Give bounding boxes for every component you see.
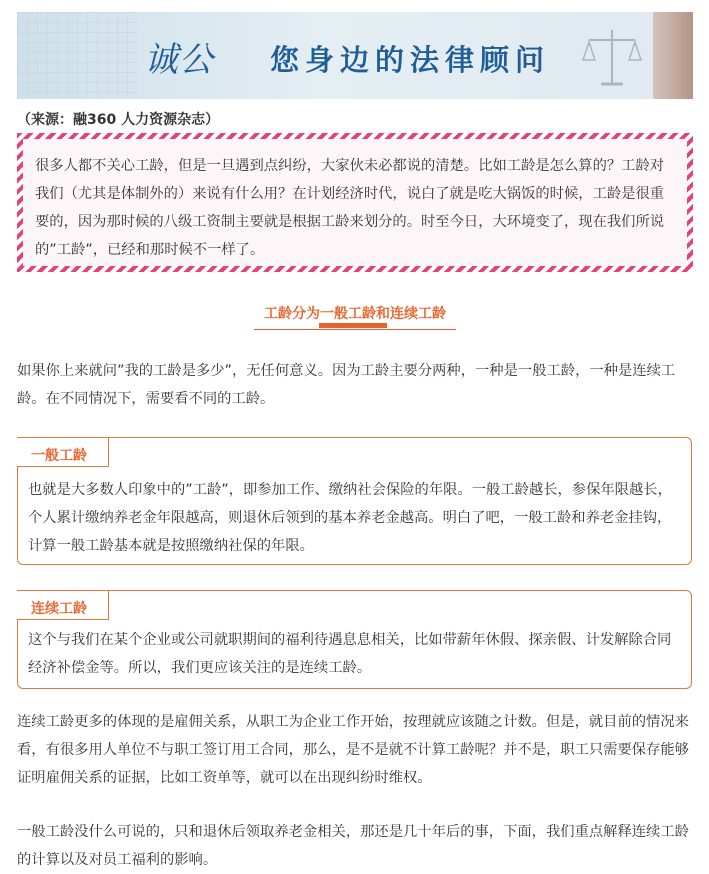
card-general-seniority-title-underline xyxy=(17,466,109,467)
source-line: （来源：融360 人力资源杂志） xyxy=(17,112,220,128)
scale-of-justice-icon xyxy=(577,22,647,92)
section-title: 工龄分为一般工龄和连续工龄 xyxy=(264,306,446,322)
card-general-seniority-text: 也就是大多数人印象中的”工龄”，即参加工作、缴纳社会保险的年限。一般工龄越长，参保年限越长，个人累计缴纳养老金年限越高，则退休后领到的基本养老金越高。明白了吧，一般工龄和养老金挂钩，计算一般工龄基本就是按照缴纳社保的年限。 xyxy=(28,482,672,554)
intro-text: 很多人都不关心工龄，但是一旦遇到点纠纷，大家伙未必都说的清楚。比如工龄是怎么算的？工龄对我们（尤其是体制外的）来说有什么用？在计划经济时代，说白了就是吃大锅饭的时候，工龄是很重要的，因为那时候的八级工资制主要就是根据工龄来划分的。时至今日，大环境变了，现在我们所说的”工龄”，已经和那时候不一样了。 xyxy=(23,139,687,266)
section-title-underline xyxy=(254,329,456,330)
paragraph-2: 连续工龄更多的体现的是雇佣关系，从职工为企业工作开始，按理就应该随之计数。但是，就目前的情况来看，有很多用人单位不与职工签订用工合同，那么，是不是就不计算工龄呢？并不是，职工只需要保存能够证明雇佣关系的证据，比如工资单等，就可以在出现纠纷时维权。 xyxy=(17,714,689,786)
section-title-accent-bar xyxy=(319,323,387,328)
paragraph-1: 如果你上来就问”我的工龄是多少”，无任何意义。因为工龄主要分两种，一种是一般工龄，一种是连续工龄。在不同情况下，需要看不同的工龄。 xyxy=(17,363,676,407)
banner-book-image xyxy=(653,12,693,99)
banner-grid-pattern xyxy=(17,12,137,99)
banner-logo: 诚公 xyxy=(144,40,214,80)
card-general-seniority xyxy=(17,437,692,565)
header-banner xyxy=(17,12,693,99)
card-general-seniority-title: 一般工龄 xyxy=(17,437,109,467)
card-continuous-seniority xyxy=(17,590,692,689)
intro-box xyxy=(17,133,693,272)
paragraph-3: 一般工龄没什么可说的，只和退休后领取养老金相关，那还是几十年后的事，下面，我们重点解释连续工龄的计算以及对员工福利的影响。 xyxy=(17,824,689,868)
card-continuous-seniority-title: 连续工龄 xyxy=(17,590,109,620)
card-continuous-seniority-title-underline xyxy=(17,619,109,620)
card-continuous-seniority-text: 这个与我们在某个企业或公司就职期间的福利待遇息息相关，比如带薪年休假、探亲假、计发解除合同经济补偿金等。所以，我们更应该关注的是连续工龄。 xyxy=(28,632,672,676)
banner-slogan: 您身边的法律顾问 xyxy=(270,43,551,77)
